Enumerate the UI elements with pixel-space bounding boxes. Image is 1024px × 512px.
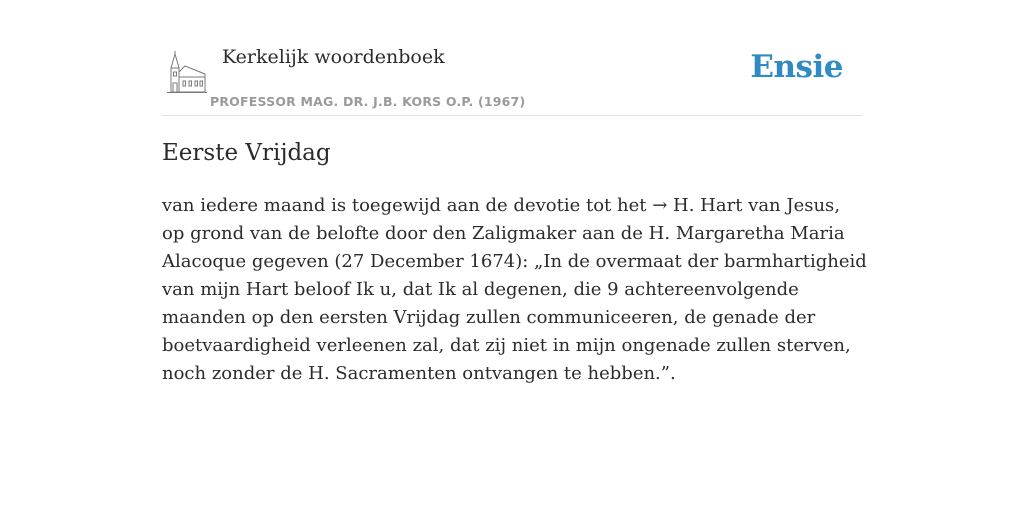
dictionary-header bbox=[162, 38, 862, 116]
dictionary-title[interactable]: Kerkelijk woordenboek bbox=[222, 46, 445, 68]
cross-reference-link[interactable] bbox=[652, 195, 834, 216]
entry-text-after: , op grond van de belofte door den Zaligmaker aan de H. Margaretha Maria Alacoque gegeven (27 December 1674): „In de overmaat der barmhartigheid van mijn Hart beloof Ik u, dat Ik al degenen, die 9 achtereenvolgende maanden op den eersten Vrijdag zullen communiceeren, de genade der boetvaardigheid verleenen zal, dat zij niet in mijn ongenade zullen sterven, noch zonder de H. Sacramenten ontvangen te hebben.”. bbox=[162, 195, 867, 384]
dictionary-author: PROFESSOR MAG. DR. J.B. KORS O.P. (1967) bbox=[210, 94, 526, 109]
brand-logo[interactable]: Ensie bbox=[750, 49, 843, 85]
cross-reference-label: H. Hart van Jesus bbox=[667, 195, 835, 216]
church-icon bbox=[165, 50, 207, 94]
entry-title: Eerste Vrijdag bbox=[162, 140, 331, 166]
entry-body bbox=[162, 192, 867, 388]
entry-text-before: van iedere maand is toegewijd aan de devotie tot het bbox=[162, 195, 653, 216]
arrow-right-icon: → bbox=[652, 195, 668, 216]
